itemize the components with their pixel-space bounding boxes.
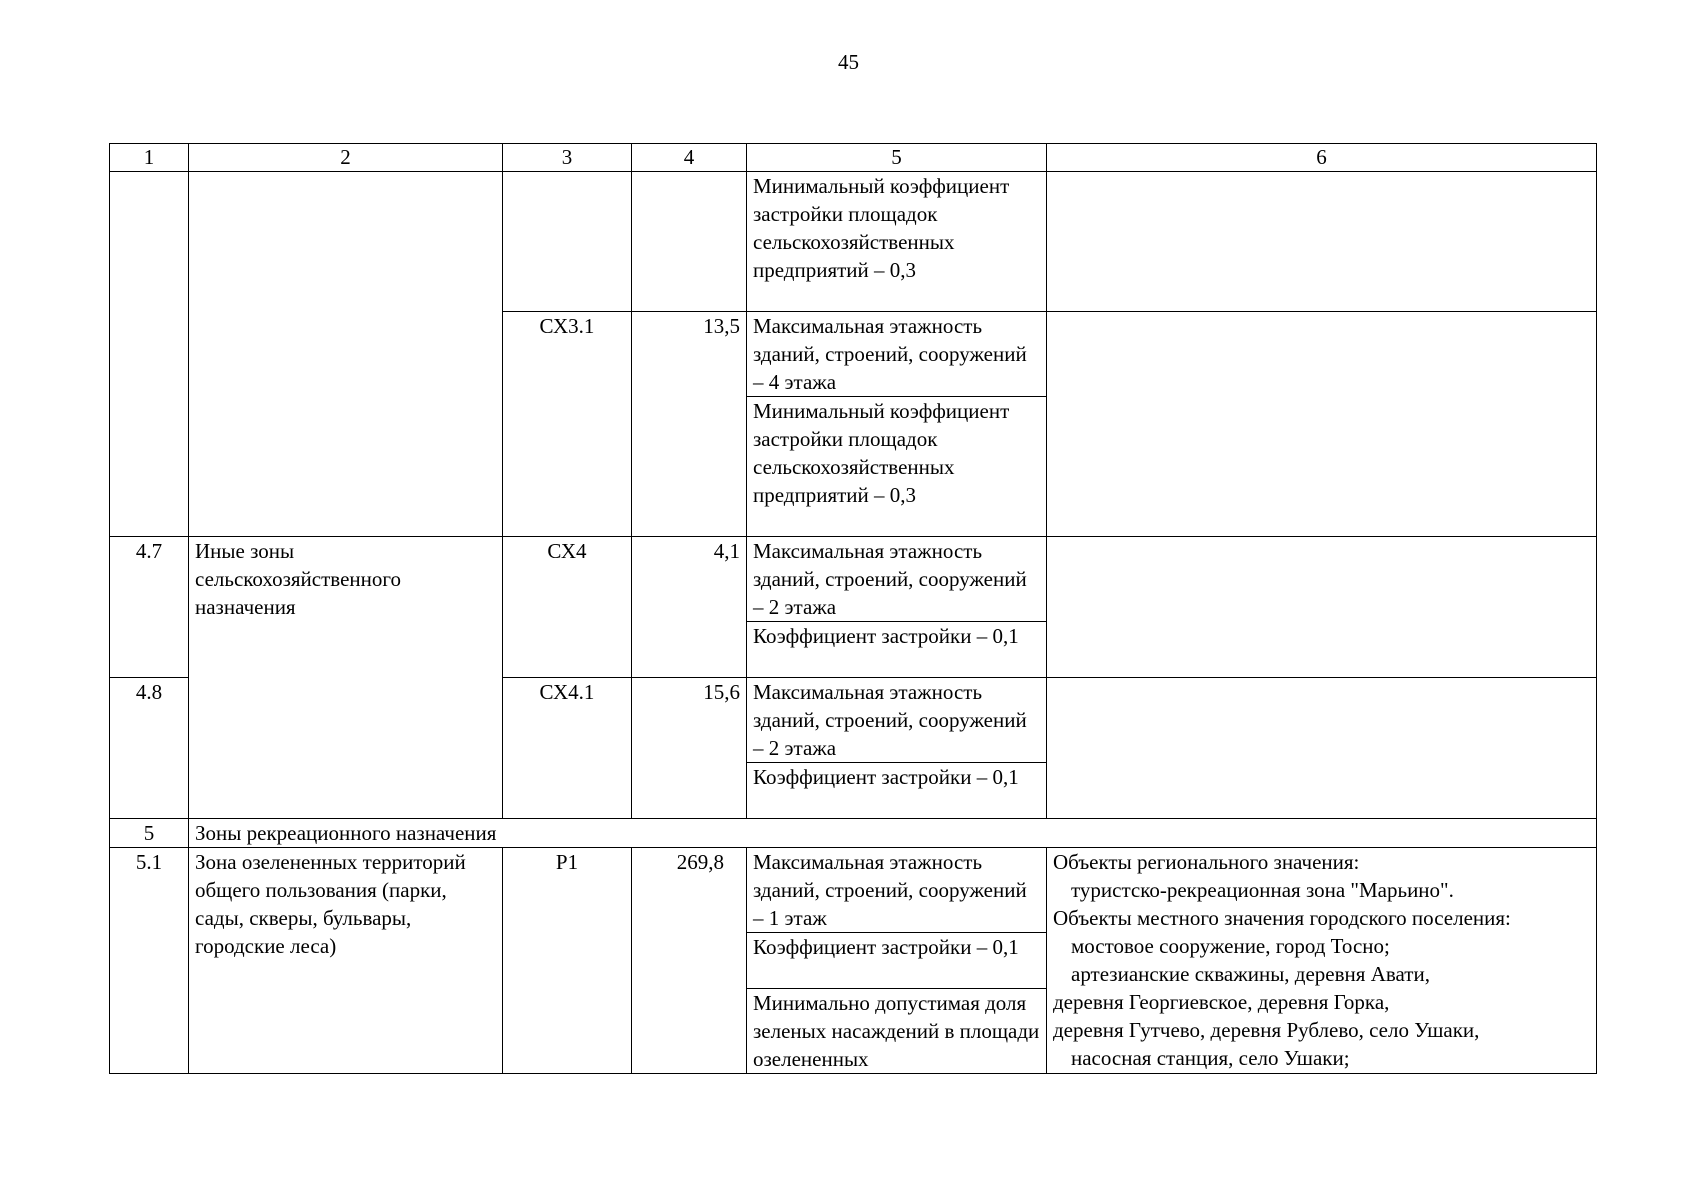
- cell-objects: [1047, 848, 1597, 1074]
- cell-parameter: Максимальная этажность зданий, строений, сооружений – 2 этажа: [747, 537, 1047, 622]
- local-object-item-continued: деревня Гутчево, деревня Рублево, село Ушаки,: [1053, 1018, 1480, 1042]
- header-col-3: 3: [503, 144, 632, 172]
- cell-zone-name: Зона озелененных территорий общего пользования (парки, сады, скверы, бульвары, городские леса): [189, 848, 503, 1074]
- cell-zone-name: [189, 172, 503, 537]
- header-col-1: 1: [110, 144, 189, 172]
- cell-area: 13,5: [632, 312, 747, 537]
- cell-num: 5: [110, 819, 189, 848]
- zones-table: [109, 143, 1597, 1074]
- table-row: [110, 537, 1597, 622]
- local-object-item: насосная станция, село Ушаки;: [1071, 1046, 1350, 1070]
- local-object-item: артезианские скважины, деревня Авати,: [1071, 962, 1430, 986]
- cell-objects: [1047, 678, 1597, 819]
- cell-code: СХ4.1: [503, 678, 632, 819]
- cell-num: 4.8: [110, 678, 189, 819]
- cell-code: СХ4: [503, 537, 632, 678]
- section-row: [110, 819, 1597, 848]
- header-col-2: 2: [189, 144, 503, 172]
- cell-area: [632, 172, 747, 312]
- local-object-item: мостовое сооружение, город Тосно;: [1071, 934, 1390, 958]
- header-row: [110, 144, 1597, 172]
- cell-objects: [1047, 537, 1597, 678]
- table-row: [110, 848, 1597, 933]
- regional-object-item: туристско-рекреационная зона "Марьино".: [1071, 878, 1454, 902]
- header-col-6: 6: [1047, 144, 1597, 172]
- page-number: 45: [838, 50, 859, 74]
- local-objects-label: Объекты местного значения городского поселения:: [1053, 906, 1511, 930]
- cell-num: 4.7: [110, 537, 189, 678]
- cell-code: [503, 172, 632, 312]
- cell-parameter: Коэффициент застройки – 0,1: [747, 933, 1047, 989]
- table-row: [110, 172, 1597, 312]
- cell-code: СХ3.1: [503, 312, 632, 537]
- cell-objects: [1047, 172, 1597, 312]
- regional-objects-label: Объекты регионального значения:: [1053, 850, 1360, 874]
- cell-parameter: Минимально допустимая доля зеленых насаждений в площади озелененных: [747, 989, 1047, 1074]
- cell-zone-name: Иные зоны сельскохозяйственного назначения: [189, 537, 503, 819]
- section-title: Зоны рекреационного назначения: [189, 819, 1597, 848]
- local-object-item-continued: деревня Георгиевское, деревня Горка,: [1053, 990, 1390, 1014]
- cell-parameter: Максимальная этажность зданий, строений, сооружений – 4 этажа: [747, 312, 1047, 397]
- cell-objects: [1047, 312, 1597, 537]
- cell-parameter: Коэффициент застройки – 0,1: [747, 763, 1047, 819]
- cell-parameter: Минимальный коэффициент застройки площадок сельскохозяйственных предприятий – 0,3: [747, 397, 1047, 537]
- cell-parameter: Максимальная этажность зданий, строений, сооружений – 2 этажа: [747, 678, 1047, 763]
- cell-parameter: Минимальный коэффициент застройки площадок сельскохозяйственных предприятий – 0,3: [747, 172, 1047, 312]
- header-col-5: 5: [747, 144, 1047, 172]
- cell-parameter: Коэффициент застройки – 0,1: [747, 622, 1047, 678]
- cell-parameter: Максимальная этажность зданий, строений, сооружений – 1 этаж: [747, 848, 1047, 933]
- cell-area: 269,8: [632, 848, 747, 1074]
- cell-area: 4,1: [632, 537, 747, 678]
- cell-num: [110, 172, 189, 537]
- cell-area: 15,6: [632, 678, 747, 819]
- header-col-4: 4: [632, 144, 747, 172]
- cell-num: 5.1: [110, 848, 189, 1074]
- cell-code: Р1: [503, 848, 632, 1074]
